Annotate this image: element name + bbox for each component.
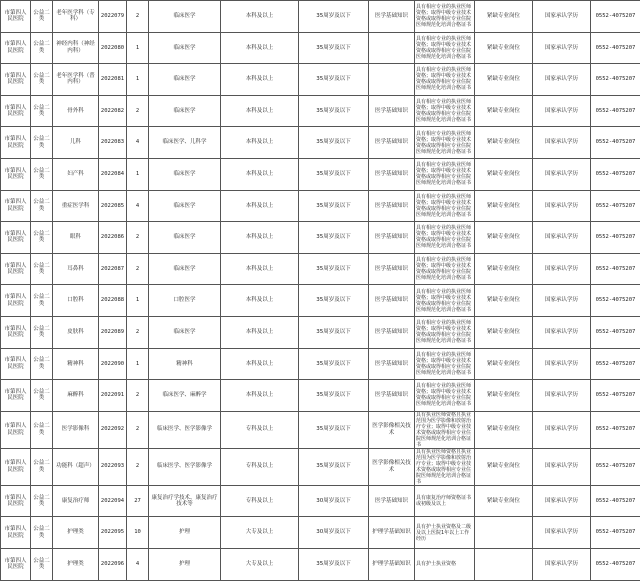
exam-cell: 医学基础知识 [369, 485, 415, 517]
table-row [1, 448, 640, 485]
age-cell: 30周岁及以下 [299, 517, 369, 549]
requirement-cell: 具有相应专业的执业医师资格；取得中级专业技术资格或取得相应专业住院医师规范化培训合格证书 [415, 316, 475, 348]
cert-cell: 国家承认学历 [533, 127, 591, 159]
post-cell: 口腔科 [53, 285, 99, 317]
major-cell: 护理 [149, 548, 221, 580]
cert-cell: 国家承认学历 [533, 95, 591, 127]
unit-cell: 市第四人民医院 [1, 158, 31, 190]
exam-cell [369, 32, 415, 64]
nature-cell [475, 517, 533, 549]
requirement-cell: 具有相应专业的执业医师资格；取得中级专业技术资格或取得相应专业住院医师规范化培训合格证书 [415, 95, 475, 127]
phone-cell: 0552-4075207 [591, 127, 640, 159]
phone-cell: 0552-4075207 [591, 448, 640, 485]
exam-cell: 医学基础知识 [369, 127, 415, 159]
edu-cell: 本科及以上 [221, 285, 299, 317]
unit-cell: 市第四人民医院 [1, 411, 31, 448]
nature-cell: 紧缺专业岗位 [475, 127, 533, 159]
unit-cell: 市第四人民医院 [1, 285, 31, 317]
exam-cell: 医学基础知识 [369, 316, 415, 348]
nature-cell: 紧缺专业岗位 [475, 253, 533, 285]
requirement-cell: 具有相应专业的执业医师资格；取得中级专业技术资格或取得相应专业住院医师规范化培训合格证书 [415, 190, 475, 222]
count-cell: 27 [127, 485, 149, 517]
edu-cell: 本科及以上 [221, 380, 299, 412]
exam-cell: 医学影像相关技术 [369, 448, 415, 485]
count-cell: 2 [127, 448, 149, 485]
age-cell: 35周岁及以下 [299, 348, 369, 380]
post-cell: 妇产科 [53, 158, 99, 190]
unit-cell: 市第四人民医院 [1, 253, 31, 285]
edu-cell: 本科及以上 [221, 64, 299, 96]
post-cell: 儿科 [53, 127, 99, 159]
type-cell: 公益二类 [31, 411, 53, 448]
nature-cell: 紧缺专业岗位 [475, 285, 533, 317]
table-row [1, 316, 640, 348]
nature-cell: 紧缺专业岗位 [475, 222, 533, 254]
major-cell: 临床医学 [149, 1, 221, 33]
phone-cell: 0552-4075207 [591, 411, 640, 448]
age-cell: 35周岁及以下 [299, 95, 369, 127]
major-cell: 临床医学 [149, 222, 221, 254]
exam-cell: 医学基础知识 [369, 348, 415, 380]
type-cell: 公益二类 [31, 316, 53, 348]
table-row [1, 1, 640, 33]
post-cell: 耳鼻科 [53, 253, 99, 285]
age-cell: 35周岁及以下 [299, 548, 369, 580]
requirement-cell: 具有执业医师资格且执业范围为医学影像和放射治疗专业；取得中级专业技术资格或取得相应专业住院医师规范化培训合格证书 [415, 411, 475, 448]
edu-cell: 本科及以上 [221, 190, 299, 222]
nature-cell [475, 548, 533, 580]
phone-cell: 0552-4075207 [591, 1, 640, 33]
type-cell: 公益二类 [31, 190, 53, 222]
cert-cell: 国家承认学历 [533, 158, 591, 190]
cert-cell: 国家承认学历 [533, 222, 591, 254]
unit-cell: 市第四人民医院 [1, 548, 31, 580]
cert-cell: 国家承认学历 [533, 64, 591, 96]
major-cell: 临床医学 [149, 190, 221, 222]
type-cell: 公益二类 [31, 485, 53, 517]
code-cell: 2022081 [99, 64, 127, 96]
edu-cell: 本科及以上 [221, 222, 299, 254]
phone-cell: 0552-4075207 [591, 517, 640, 549]
age-cell: 35周岁及以下 [299, 32, 369, 64]
table-row [1, 95, 640, 127]
nature-cell: 紧缺专业岗位 [475, 158, 533, 190]
nature-cell: 紧缺专业岗位 [475, 316, 533, 348]
code-cell: 2022096 [99, 548, 127, 580]
count-cell: 10 [127, 517, 149, 549]
phone-cell: 0552-4075207 [591, 32, 640, 64]
post-cell: 护理类 [53, 517, 99, 549]
cert-cell: 国家承认学历 [533, 1, 591, 33]
nature-cell: 紧缺专业岗位 [475, 380, 533, 412]
type-cell: 公益二类 [31, 548, 53, 580]
nature-cell: 紧缺专业岗位 [475, 411, 533, 448]
table-row [1, 380, 640, 412]
exam-cell: 医学基础知识 [369, 1, 415, 33]
type-cell: 公益二类 [31, 222, 53, 254]
unit-cell: 市第四人民医院 [1, 448, 31, 485]
unit-cell: 市第四人民医院 [1, 127, 31, 159]
major-cell: 临床医学 [149, 95, 221, 127]
nature-cell: 紧缺专业岗位 [475, 485, 533, 517]
phone-cell: 0552-4075207 [591, 348, 640, 380]
requirement-cell: 具有相应专业的执业医师资格；取得中级专业技术资格或取得相应专业住院医师规范化培训合格证书 [415, 127, 475, 159]
post-cell: 骨外科 [53, 95, 99, 127]
table-row [1, 64, 640, 96]
count-cell: 1 [127, 348, 149, 380]
requirement-cell: 具有相应专业的执业医师资格；取得中级专业技术资格或取得相应专业住院医师规范化培训合格证书 [415, 1, 475, 33]
cert-cell: 国家承认学历 [533, 316, 591, 348]
post-cell: 医学影像科 [53, 411, 99, 448]
edu-cell: 专科及以上 [221, 448, 299, 485]
nature-cell: 紧缺专业岗位 [475, 95, 533, 127]
requirement-cell: 具有相应专业的执业医师资格；取得中级专业技术资格或取得相应专业住院医师规范化培训合格证书 [415, 380, 475, 412]
table-row [1, 485, 640, 517]
phone-cell: 0552-4075207 [591, 380, 640, 412]
cert-cell: 国家承认学历 [533, 190, 591, 222]
major-cell: 临床医学、医学影像学 [149, 448, 221, 485]
edu-cell: 大专及以上 [221, 517, 299, 549]
exam-cell: 医学基础知识 [369, 285, 415, 317]
code-cell: 2022094 [99, 485, 127, 517]
requirement-cell: 具有相应专业的执业医师资格；取得中级专业技术资格或取得相应专业住院医师规范化培训合格证书 [415, 222, 475, 254]
count-cell: 1 [127, 285, 149, 317]
major-cell: 临床医学、儿科学 [149, 127, 221, 159]
major-cell: 口腔医学 [149, 285, 221, 317]
type-cell: 公益二类 [31, 158, 53, 190]
unit-cell: 市第四人民医院 [1, 32, 31, 64]
major-cell: 临床医学、麻醉学 [149, 380, 221, 412]
count-cell: 1 [127, 32, 149, 64]
exam-cell: 护理学基础知识 [369, 548, 415, 580]
count-cell: 2 [127, 253, 149, 285]
requirement-cell: 具有护士执业资格 [415, 548, 475, 580]
age-cell: 35周岁及以下 [299, 1, 369, 33]
unit-cell: 市第四人民医院 [1, 190, 31, 222]
edu-cell: 本科及以上 [221, 253, 299, 285]
exam-cell: 医学基础知识 [369, 253, 415, 285]
count-cell: 2 [127, 411, 149, 448]
age-cell: 35周岁及以下 [299, 380, 369, 412]
post-cell: 神经内科（神经内科） [53, 32, 99, 64]
code-cell: 2022088 [99, 285, 127, 317]
unit-cell: 市第四人民医院 [1, 380, 31, 412]
code-cell: 2022082 [99, 95, 127, 127]
phone-cell: 0552-4075207 [591, 316, 640, 348]
code-cell: 2022089 [99, 316, 127, 348]
type-cell: 公益二类 [31, 380, 53, 412]
type-cell: 公益二类 [31, 253, 53, 285]
phone-cell: 0552-4075207 [591, 190, 640, 222]
code-cell: 2022093 [99, 448, 127, 485]
edu-cell: 本科及以上 [221, 32, 299, 64]
count-cell: 2 [127, 95, 149, 127]
edu-cell: 本科及以上 [221, 348, 299, 380]
count-cell: 2 [127, 380, 149, 412]
requirement-cell: 具有执业医师资格且执业范围为医学影像和放射治疗专业；取得中级专业技术资格或取得相应专业住院医师规范化培训合格证书 [415, 448, 475, 485]
requirement-cell: 具有相应专业的执业医师资格；取得中级专业技术资格或取得相应专业住院医师规范化培训合格证书 [415, 253, 475, 285]
phone-cell: 0552-4075207 [591, 64, 640, 96]
edu-cell: 本科及以上 [221, 316, 299, 348]
edu-cell: 专科及以上 [221, 485, 299, 517]
phone-cell: 0552-4075207 [591, 222, 640, 254]
major-cell: 临床医学 [149, 316, 221, 348]
table-row [1, 285, 640, 317]
type-cell: 公益二类 [31, 127, 53, 159]
age-cell: 35周岁及以下 [299, 316, 369, 348]
age-cell: 35周岁及以下 [299, 411, 369, 448]
cert-cell: 国家承认学历 [533, 448, 591, 485]
post-cell: 康复治疗师 [53, 485, 99, 517]
post-cell: 麻醉科 [53, 380, 99, 412]
post-cell: 精神科 [53, 348, 99, 380]
code-cell: 2022091 [99, 380, 127, 412]
major-cell: 临床医学 [149, 253, 221, 285]
cert-cell: 国家承认学历 [533, 380, 591, 412]
exam-cell: 医学基础知识 [369, 380, 415, 412]
nature-cell: 紧缺专业岗位 [475, 448, 533, 485]
edu-cell: 本科及以上 [221, 158, 299, 190]
code-cell: 2022092 [99, 411, 127, 448]
phone-cell: 0552-4075207 [591, 253, 640, 285]
unit-cell: 市第四人民医院 [1, 222, 31, 254]
age-cell: 35周岁及以下 [299, 190, 369, 222]
requirement-cell: 具有康复治疗师资格证书或初级及以上 [415, 485, 475, 517]
code-cell: 2022079 [99, 1, 127, 33]
count-cell: 1 [127, 64, 149, 96]
code-cell: 2022087 [99, 253, 127, 285]
count-cell: 4 [127, 127, 149, 159]
age-cell: 35周岁及以下 [299, 127, 369, 159]
nature-cell: 紧缺专业岗位 [475, 190, 533, 222]
post-cell: 重症医学科 [53, 190, 99, 222]
exam-cell: 医学基础知识 [369, 158, 415, 190]
requirement-cell: 具有相应专业的执业医师资格；取得中级专业技术资格或取得相应专业住院医师规范化培训合格证书 [415, 158, 475, 190]
table-row [1, 348, 640, 380]
unit-cell: 市第四人民医院 [1, 64, 31, 96]
nature-cell: 紧缺专业岗位 [475, 1, 533, 33]
table-row [1, 127, 640, 159]
type-cell: 公益二类 [31, 64, 53, 96]
type-cell: 公益二类 [31, 348, 53, 380]
post-cell: 老年医学科（专科） [53, 1, 99, 33]
code-cell: 2022085 [99, 190, 127, 222]
nature-cell: 紧缺专业岗位 [475, 32, 533, 64]
exam-cell: 医学基础知识 [369, 222, 415, 254]
code-cell: 2022095 [99, 517, 127, 549]
post-cell: 功能科（超声） [53, 448, 99, 485]
nature-cell: 紧缺专业岗位 [475, 348, 533, 380]
post-cell: 皮肤科 [53, 316, 99, 348]
exam-cell: 医学基础知识 [369, 95, 415, 127]
type-cell: 公益二类 [31, 1, 53, 33]
requirement-cell: 具有相应专业的执业医师资格；取得中级专业技术资格或取得相应专业住院医师规范化培训合格证书 [415, 348, 475, 380]
table-row [1, 222, 640, 254]
code-cell: 2022080 [99, 32, 127, 64]
cert-cell: 国家承认学历 [533, 517, 591, 549]
edu-cell: 专科及以上 [221, 411, 299, 448]
post-cell: 眼科 [53, 222, 99, 254]
count-cell: 4 [127, 548, 149, 580]
cert-cell: 国家承认学历 [533, 32, 591, 64]
major-cell: 临床医学 [149, 64, 221, 96]
edu-cell: 大专及以上 [221, 548, 299, 580]
age-cell: 35周岁及以下 [299, 285, 369, 317]
unit-cell: 市第四人民医院 [1, 348, 31, 380]
cert-cell: 国家承认学历 [533, 348, 591, 380]
phone-cell: 0552-4075207 [591, 285, 640, 317]
requirement-cell: 具有相应专业的执业医师资格；取得中级专业技术资格或取得相应专业住院医师规范化培训合格证书 [415, 64, 475, 96]
phone-cell: 0552-4075207 [591, 95, 640, 127]
requirement-cell: 具有相应专业的执业医师资格；取得中级专业技术资格或取得相应专业住院医师规范化培训合格证书 [415, 32, 475, 64]
type-cell: 公益二类 [31, 95, 53, 127]
exam-cell: 护理学基础知识 [369, 517, 415, 549]
type-cell: 公益二类 [31, 448, 53, 485]
table-row [1, 517, 640, 549]
phone-cell: 0552-4075207 [591, 485, 640, 517]
unit-cell: 市第四人民医院 [1, 95, 31, 127]
unit-cell: 市第四人民医院 [1, 517, 31, 549]
count-cell: 4 [127, 190, 149, 222]
type-cell: 公益二类 [31, 32, 53, 64]
count-cell: 2 [127, 316, 149, 348]
age-cell: 35周岁及以下 [299, 253, 369, 285]
table-row [1, 548, 640, 580]
exam-cell: 医学基础知识 [369, 190, 415, 222]
major-cell: 康复治疗学技术、康复治疗技术等 [149, 485, 221, 517]
table-row [1, 190, 640, 222]
code-cell: 2022083 [99, 127, 127, 159]
requirement-cell: 具有护士执业资格及二级及以上医院1年以上工作经历 [415, 517, 475, 549]
count-cell: 1 [127, 158, 149, 190]
code-cell: 2022086 [99, 222, 127, 254]
count-cell: 2 [127, 222, 149, 254]
post-cell: 护理类 [53, 548, 99, 580]
cert-cell: 国家承认学历 [533, 548, 591, 580]
cert-cell: 国家承认学历 [533, 411, 591, 448]
cert-cell: 国家承认学历 [533, 485, 591, 517]
phone-cell: 0552-4075207 [591, 548, 640, 580]
edu-cell: 本科及以上 [221, 95, 299, 127]
unit-cell: 市第四人民医院 [1, 316, 31, 348]
unit-cell: 市第四人民医院 [1, 485, 31, 517]
exam-cell: 医学影像相关技术 [369, 411, 415, 448]
table-row [1, 158, 640, 190]
type-cell: 公益二类 [31, 285, 53, 317]
table-row [1, 32, 640, 64]
nature-cell: 紧缺专业岗位 [475, 64, 533, 96]
phone-cell: 0552-4075207 [591, 158, 640, 190]
major-cell: 临床医学 [149, 32, 221, 64]
major-cell: 临床医学、医学影像学 [149, 411, 221, 448]
edu-cell: 本科及以上 [221, 127, 299, 159]
major-cell: 临床医学 [149, 158, 221, 190]
age-cell: 35周岁及以下 [299, 64, 369, 96]
code-cell: 2022090 [99, 348, 127, 380]
table-row [1, 411, 640, 448]
type-cell: 公益二类 [31, 517, 53, 549]
count-cell: 2 [127, 1, 149, 33]
unit-cell: 市第四人民医院 [1, 1, 31, 33]
requirement-cell: 具有相应专业的执业医师资格；取得中级专业技术资格或取得相应专业住院医师规范化培训合格证书 [415, 285, 475, 317]
major-cell: 精神科 [149, 348, 221, 380]
exam-cell [369, 64, 415, 96]
age-cell: 35周岁及以下 [299, 222, 369, 254]
code-cell: 2022084 [99, 158, 127, 190]
cert-cell: 国家承认学历 [533, 285, 591, 317]
cert-cell: 国家承认学历 [533, 253, 591, 285]
table-row [1, 253, 640, 285]
age-cell: 35周岁及以下 [299, 448, 369, 485]
age-cell: 30周岁及以下 [299, 485, 369, 517]
age-cell: 35周岁及以下 [299, 158, 369, 190]
major-cell: 护理 [149, 517, 221, 549]
post-cell: 老年医学科（普内科） [53, 64, 99, 96]
edu-cell: 本科及以上 [221, 1, 299, 33]
